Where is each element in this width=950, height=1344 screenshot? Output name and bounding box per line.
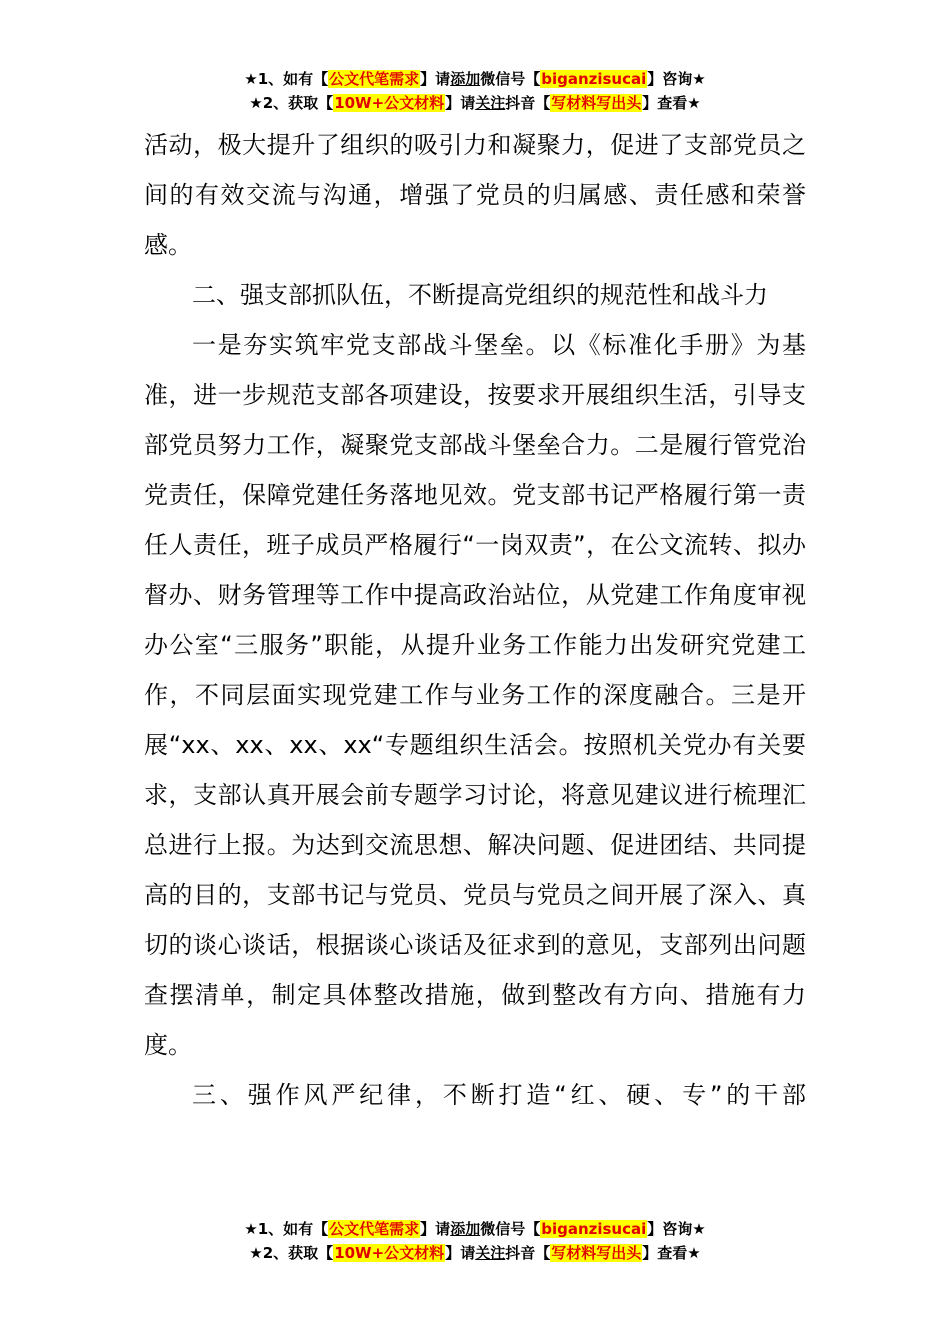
- promo-text: 】请: [445, 94, 476, 112]
- promo-text: 】请: [420, 70, 451, 88]
- promo-banner-top: [0, 67, 950, 115]
- section-heading: 三、强作风严纪律，不断打造“红、硬、专”的干部: [192, 1081, 806, 1109]
- highlight-text: biganzisucai: [541, 70, 647, 88]
- highlight-text: 10W+公文材料: [334, 1244, 445, 1262]
- section-heading: 二、强支部抓队伍，不断提高党组织的规范性和战斗力: [192, 281, 768, 309]
- highlight-text: 10W+公文材料: [334, 94, 445, 112]
- body-paragraph: 一是夯实筑牢党支部战斗堡垒。以《标准化手册》为基准，进一步规范支部各项建设，按要求开展组织生活，引导支部党员努力工作，凝聚党支部战斗堡垒合力。二是履行管党治党责任，保障党建任务落地见效。党支部书记严格履行第一责任人责任，班子成员严格履行“一岗双责”，在公文流转、拟办督办、财务管理等工作中提高政治站位，从党建工作角度审视办公室“三服务”职能，从提升业务工作能力出发研究党建工作，不同层面实现党建工作与业务工作的深度融合。三是开展“xx、xx、xx、xx“专题组织生活会。按照机关党办有关要求，支部认真开展会前专题学习讨论，将意见建议进行梳理汇总进行上报。为达到交流思想、解决问题、促进团结、共同提高的目的，支部书记与党员、党员与党员之间开展了深入、真切的谈心谈话，根据谈心谈话及征求到的意见，支部列出问题查摆清单，制定具体整改措施，做到整改有方向、措施有力度。: [144, 331, 806, 1059]
- promo-text: 抖音【: [505, 1244, 551, 1262]
- promo-banner-bottom: [0, 1217, 950, 1265]
- promo-text: 微信号【: [480, 70, 541, 88]
- highlight-text: biganzisucai: [541, 1220, 647, 1238]
- highlight-text: 写材料写出头: [551, 1244, 642, 1262]
- promo-text: 抖音【: [505, 94, 551, 112]
- promo-text: ★2、获取【: [249, 94, 334, 112]
- promo-line-2: [0, 1241, 950, 1265]
- promo-line-2: [0, 91, 950, 115]
- document-body: [144, 120, 806, 1120]
- promo-text: 】咨询★: [647, 1220, 706, 1238]
- promo-text: 】查看★: [642, 1244, 701, 1262]
- promo-text: 】咨询★: [647, 70, 706, 88]
- highlight-text: 写材料写出头: [551, 94, 642, 112]
- underlined-text: 添加: [450, 1220, 481, 1238]
- promo-text: 】请: [445, 1244, 476, 1262]
- promo-line-1: [0, 67, 950, 91]
- promo-text: 】请: [420, 1220, 451, 1238]
- promo-text: ★1、如有【: [244, 1220, 329, 1238]
- promo-text: 微信号【: [480, 1220, 541, 1238]
- highlight-text: 公文代笔需求: [329, 1220, 420, 1238]
- highlight-text: 公文代笔需求: [329, 70, 420, 88]
- promo-text: 】查看★: [642, 94, 701, 112]
- body-paragraph: 活动，极大提升了组织的吸引力和凝聚力，促进了支部党员之间的有效交流与沟通，增强了党员的归属感、责任感和荣誉感。: [144, 131, 806, 259]
- underlined-text: 添加: [450, 70, 481, 88]
- promo-line-1: [0, 1217, 950, 1241]
- underlined-text: 关注: [475, 1244, 506, 1262]
- underlined-text: 关注: [475, 94, 506, 112]
- promo-text: ★2、获取【: [249, 1244, 334, 1262]
- promo-text: ★1、如有【: [244, 70, 329, 88]
